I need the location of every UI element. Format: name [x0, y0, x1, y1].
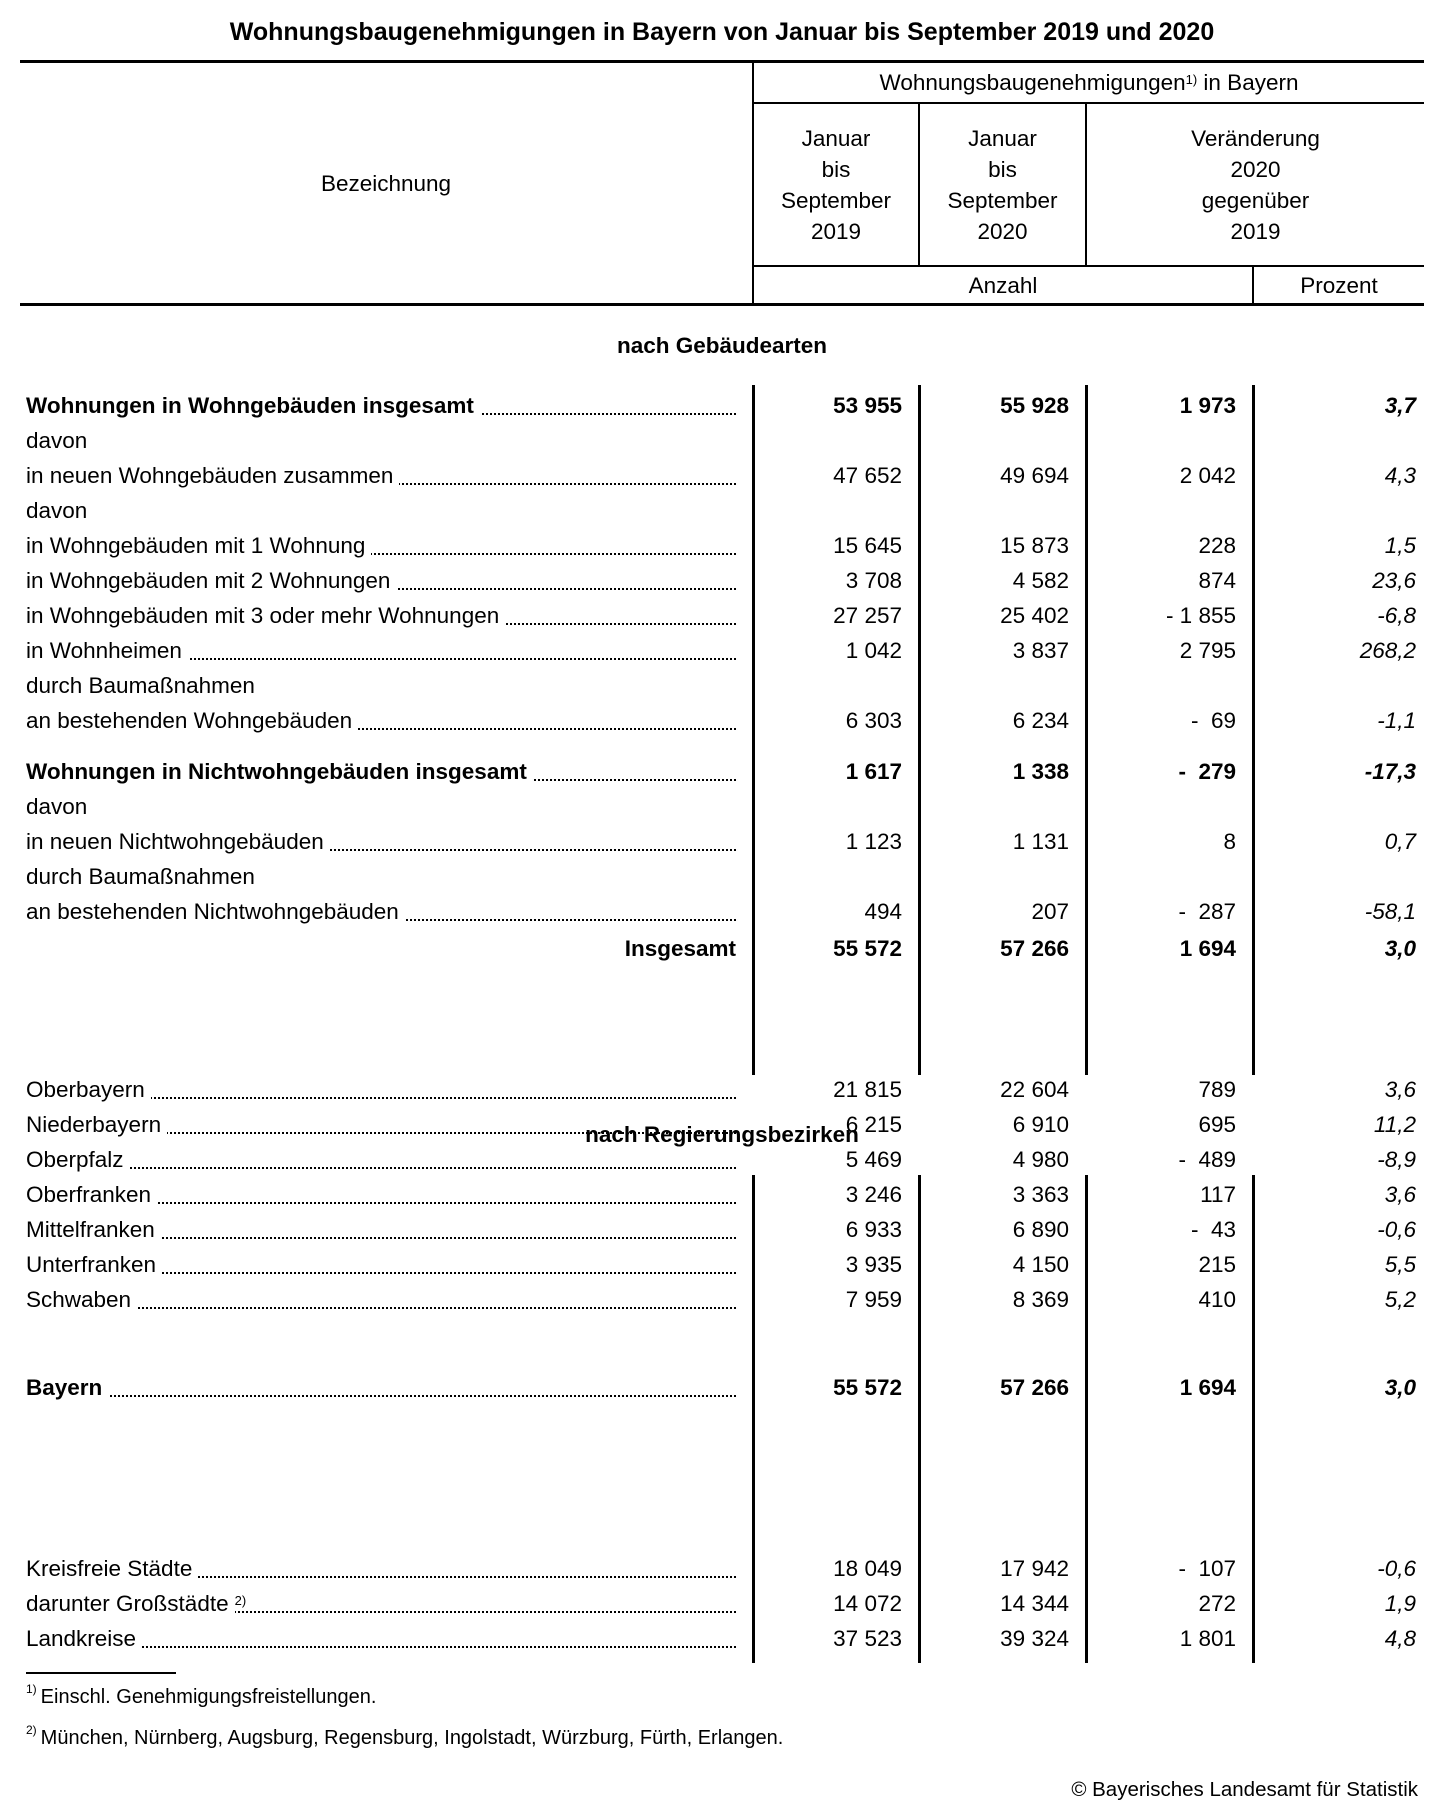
header-group-suffix: in Bayern [1197, 70, 1299, 95]
row-label [26, 491, 736, 531]
row-label-text: Niederbayern [26, 1112, 167, 1137]
row-label [26, 822, 736, 862]
table-row [0, 892, 1444, 932]
row-label-text: an bestehenden Wohngebäuden [26, 708, 358, 733]
table-row [0, 701, 1444, 741]
copyright: © Bayerisches Landesamt für Statistik [1071, 1778, 1418, 1801]
footnote-rule [26, 1672, 176, 1674]
value-2019: 6 933 [845, 1217, 902, 1242]
total-label: Insgesamt [624, 936, 736, 961]
value-change: 1 801 [1179, 1626, 1236, 1651]
row-label-text: Landkreise [26, 1626, 142, 1651]
row-label [26, 787, 736, 827]
leader-dots [26, 1167, 736, 1169]
header-col-change: Veränderung 2020 gegenüber 2019 [1191, 125, 1320, 244]
section-gebaeudearten: nach Gebäudearten [616, 333, 828, 358]
table-row [0, 1210, 1444, 1250]
value-2020: 1 338 [1012, 759, 1069, 784]
value-2020: 6 234 [1012, 708, 1069, 733]
table-row [0, 491, 1444, 531]
table-row [0, 1175, 1444, 1215]
row-label [26, 1619, 736, 1659]
table-row [0, 1619, 1444, 1659]
value-2019: 7 959 [845, 1287, 902, 1312]
table-row [0, 1245, 1444, 1285]
row-label-text: in Wohngebäuden mit 1 Wohnung [26, 533, 371, 558]
row-label [26, 857, 736, 897]
value-change: 1 973 [1179, 393, 1236, 418]
total-change: 1 694 [1179, 936, 1236, 961]
value-2020: 3 837 [1012, 638, 1069, 663]
value-2019: 3 246 [845, 1182, 902, 1207]
value-2019: 3 708 [845, 568, 902, 593]
value-change: 228 [1198, 533, 1236, 558]
table-row [0, 787, 1444, 827]
row-label-text: Mittelfranken [26, 1217, 161, 1242]
header-col-2020: Januar bis September 2020 [947, 125, 1058, 244]
value-2020: 4 582 [1012, 568, 1069, 593]
row-label [26, 1584, 736, 1624]
value-2019: 37 523 [833, 1626, 902, 1651]
bayern-row [0, 1368, 1444, 1408]
row-label [26, 631, 736, 671]
value-change: 874 [1198, 568, 1236, 593]
row-label [26, 752, 736, 792]
value-2019: 5 469 [845, 1147, 902, 1172]
row-label-text: Wohnungen in Nichtwohngebäuden insgesamt [26, 759, 533, 784]
bayern-change: 1 694 [1179, 1375, 1236, 1400]
table-row [0, 1070, 1444, 1110]
value-2020: 8 369 [1012, 1287, 1069, 1312]
value-change: - 43 [1190, 1217, 1236, 1242]
value-2019: 14 072 [833, 1591, 902, 1616]
row-label-text: in Wohnheimen [26, 638, 188, 663]
value-2020: 49 694 [1000, 463, 1069, 488]
value-2020: 15 873 [1000, 533, 1069, 558]
row-label-text: durch Baumaßnahmen [26, 673, 261, 698]
row-label [26, 1210, 736, 1250]
row-label-text: darunter Großstädte [26, 1591, 235, 1616]
table-row [0, 857, 1444, 897]
row-label [26, 1245, 736, 1285]
header-group-label [880, 67, 1299, 98]
value-percent: 4,8 [1384, 1626, 1416, 1651]
row-label [26, 1105, 736, 1145]
value-change: - 287 [1178, 899, 1236, 924]
value-percent: -17,3 [1364, 759, 1416, 784]
value-percent: 0,7 [1384, 829, 1416, 854]
value-percent: 5,2 [1384, 1287, 1416, 1312]
value-2020: 25 402 [1000, 603, 1069, 628]
value-2019: 1 617 [845, 759, 902, 784]
total-2020: 57 266 [1000, 936, 1069, 961]
value-percent: 3,7 [1384, 393, 1416, 418]
value-2020: 1 131 [1012, 829, 1069, 854]
value-2019: 47 652 [833, 463, 902, 488]
row-label [26, 1140, 736, 1180]
row-label [26, 561, 736, 601]
table-row [0, 456, 1444, 496]
value-2019: 53 955 [833, 393, 902, 418]
value-percent: 1,9 [1384, 1591, 1416, 1616]
value-2020: 6 910 [1012, 1112, 1069, 1137]
value-percent: -58,1 [1364, 899, 1416, 924]
value-percent: -0,6 [1377, 1556, 1416, 1581]
value-change: 789 [1198, 1077, 1236, 1102]
row-label-text: an bestehenden Nichtwohngebäuden [26, 899, 405, 924]
table-row [0, 631, 1444, 671]
value-percent: 1,5 [1384, 533, 1416, 558]
value-percent: 5,5 [1384, 1252, 1416, 1277]
value-2020: 4 150 [1012, 1252, 1069, 1277]
table-row [0, 666, 1444, 706]
table-row [0, 596, 1444, 636]
row-label-text: in Wohngebäuden mit 3 oder mehr Wohnungen [26, 603, 505, 628]
footnote-2 [26, 1723, 784, 1750]
footnote-1-mark: 1) [26, 1682, 37, 1696]
header-group-sup: 1) [1185, 72, 1198, 87]
row-label [26, 666, 736, 706]
value-2019: 6 215 [845, 1112, 902, 1137]
row-label [26, 386, 736, 426]
value-change: 8 [1223, 829, 1236, 854]
value-2020: 22 604 [1000, 1077, 1069, 1102]
table-row [0, 561, 1444, 601]
value-2020: 6 890 [1012, 1217, 1069, 1242]
row-label-text: in neuen Wohngebäuden zusammen [26, 463, 399, 488]
bayern-label [26, 1368, 736, 1408]
value-change: - 107 [1178, 1556, 1236, 1581]
header-unit-prozent: Prozent [1300, 272, 1378, 298]
value-percent: -1,1 [1377, 708, 1416, 733]
value-2020: 207 [1031, 899, 1069, 924]
value-2019: 6 303 [845, 708, 902, 733]
header-group-text: Wohnungsbaugenehmigungen [879, 70, 1186, 95]
value-2020: 17 942 [1000, 1556, 1069, 1581]
value-change: 410 [1198, 1287, 1236, 1312]
footnote-1 [26, 1682, 377, 1709]
row-label-text: Kreisfreie Städte [26, 1556, 198, 1581]
value-2019: 15 645 [833, 533, 902, 558]
value-change: 215 [1198, 1252, 1236, 1277]
row-label-text: durch Baumaßnahmen [26, 864, 261, 889]
row-label-text: davon [26, 498, 93, 523]
row-label-text: davon [26, 428, 93, 453]
header-group [754, 63, 1424, 102]
total-row [0, 929, 1444, 969]
row-label-text: Oberpfalz [26, 1147, 130, 1172]
value-2019: 1 042 [845, 638, 902, 663]
total-2019: 55 572 [833, 936, 902, 961]
header-bezeichnung-text: Bezeichnung [320, 170, 452, 196]
row-label-text: davon [26, 794, 93, 819]
table-row [0, 526, 1444, 566]
table-row [0, 1549, 1444, 1589]
bayern-percent: 3,0 [1384, 1375, 1416, 1400]
row-label [26, 1280, 736, 1320]
row-label-sup: 2) [235, 1593, 253, 1608]
value-2020: 3 363 [1012, 1182, 1069, 1207]
footnote-2-text: München, Nürnberg, Augsburg, Regensburg, Ingolstadt, Würzburg, Fürth, Erlangen. [40, 1727, 784, 1749]
section-regierungsbezirke: nach Regierungsbezirken [585, 1122, 859, 1147]
value-percent: -8,9 [1377, 1147, 1416, 1172]
bayern-2019: 55 572 [833, 1375, 902, 1400]
value-2019: 1 123 [845, 829, 902, 854]
value-percent: 11,2 [1373, 1112, 1416, 1137]
total-percent: 3,0 [1384, 936, 1416, 961]
row-label-text: in neuen Nichtwohngebäuden [26, 829, 330, 854]
footnote-1-text: Einschl. Genehmigungsfreistellungen. [40, 1686, 377, 1708]
value-change: - 489 [1178, 1147, 1236, 1172]
row-label [26, 1175, 736, 1215]
row-label [26, 1549, 736, 1589]
value-change: - 69 [1190, 708, 1236, 733]
value-change: 272 [1198, 1591, 1236, 1616]
bayern-label-text: Bayern [26, 1375, 108, 1400]
value-2020: 39 324 [1000, 1626, 1069, 1651]
header-bezeichnung [20, 63, 752, 303]
value-2020: 4 980 [1012, 1147, 1069, 1172]
row-label-text: Oberbayern [26, 1077, 151, 1102]
table-row [0, 1280, 1444, 1320]
row-label-text: in Wohngebäuden mit 2 Wohnungen [26, 568, 396, 593]
table-row [0, 752, 1444, 792]
header-bottom-rule [20, 303, 1424, 306]
row-label [26, 526, 736, 566]
value-2019: 494 [864, 899, 902, 924]
value-change: - 279 [1178, 759, 1236, 784]
value-percent: -6,8 [1377, 603, 1416, 628]
value-percent: 23,6 [1372, 568, 1416, 593]
value-2019: 3 935 [845, 1252, 902, 1277]
table-row [0, 1105, 1444, 1145]
value-percent: 268,2 [1359, 638, 1416, 663]
value-change: 695 [1198, 1112, 1236, 1137]
table-row [0, 386, 1444, 426]
value-change: 117 [1200, 1182, 1236, 1207]
value-percent: 3,6 [1384, 1077, 1416, 1102]
value-2020: 55 928 [1000, 393, 1069, 418]
value-change: 2 795 [1179, 638, 1236, 663]
value-change: - 1 855 [1165, 603, 1236, 628]
row-label [26, 892, 736, 932]
value-2019: 18 049 [833, 1556, 902, 1581]
row-label [26, 421, 736, 461]
value-percent: -0,6 [1377, 1217, 1416, 1242]
row-label-text: Unterfranken [26, 1252, 162, 1277]
row-label-text: Wohnungen in Wohngebäuden insgesamt [26, 393, 480, 418]
value-2019: 21 815 [833, 1077, 902, 1102]
value-percent: 3,6 [1384, 1182, 1416, 1207]
table-row [0, 1140, 1444, 1180]
table-title: Wohnungsbaugenehmigungen in Bayern von Januar bis September 2019 und 2020 [229, 18, 1215, 46]
value-2020: 14 344 [1000, 1591, 1069, 1616]
header-col-2019: Januar bis September 2019 [780, 125, 892, 244]
row-label-text: Oberfranken [26, 1182, 157, 1207]
row-label-text: Schwaben [26, 1287, 137, 1312]
value-percent: 4,3 [1384, 463, 1416, 488]
row-label [26, 701, 736, 741]
bayern-2020: 57 266 [1000, 1375, 1069, 1400]
table-row [0, 822, 1444, 862]
header-unit-anzahl: Anzahl [968, 272, 1038, 298]
value-2019: 27 257 [833, 603, 902, 628]
value-change: 2 042 [1179, 463, 1236, 488]
footnote-2-mark: 2) [26, 1723, 37, 1737]
leader-dots [26, 1395, 736, 1397]
row-label [26, 596, 736, 636]
table-row [0, 421, 1444, 461]
row-label [26, 456, 736, 496]
table-row [0, 1584, 1444, 1624]
row-label [26, 1070, 736, 1110]
